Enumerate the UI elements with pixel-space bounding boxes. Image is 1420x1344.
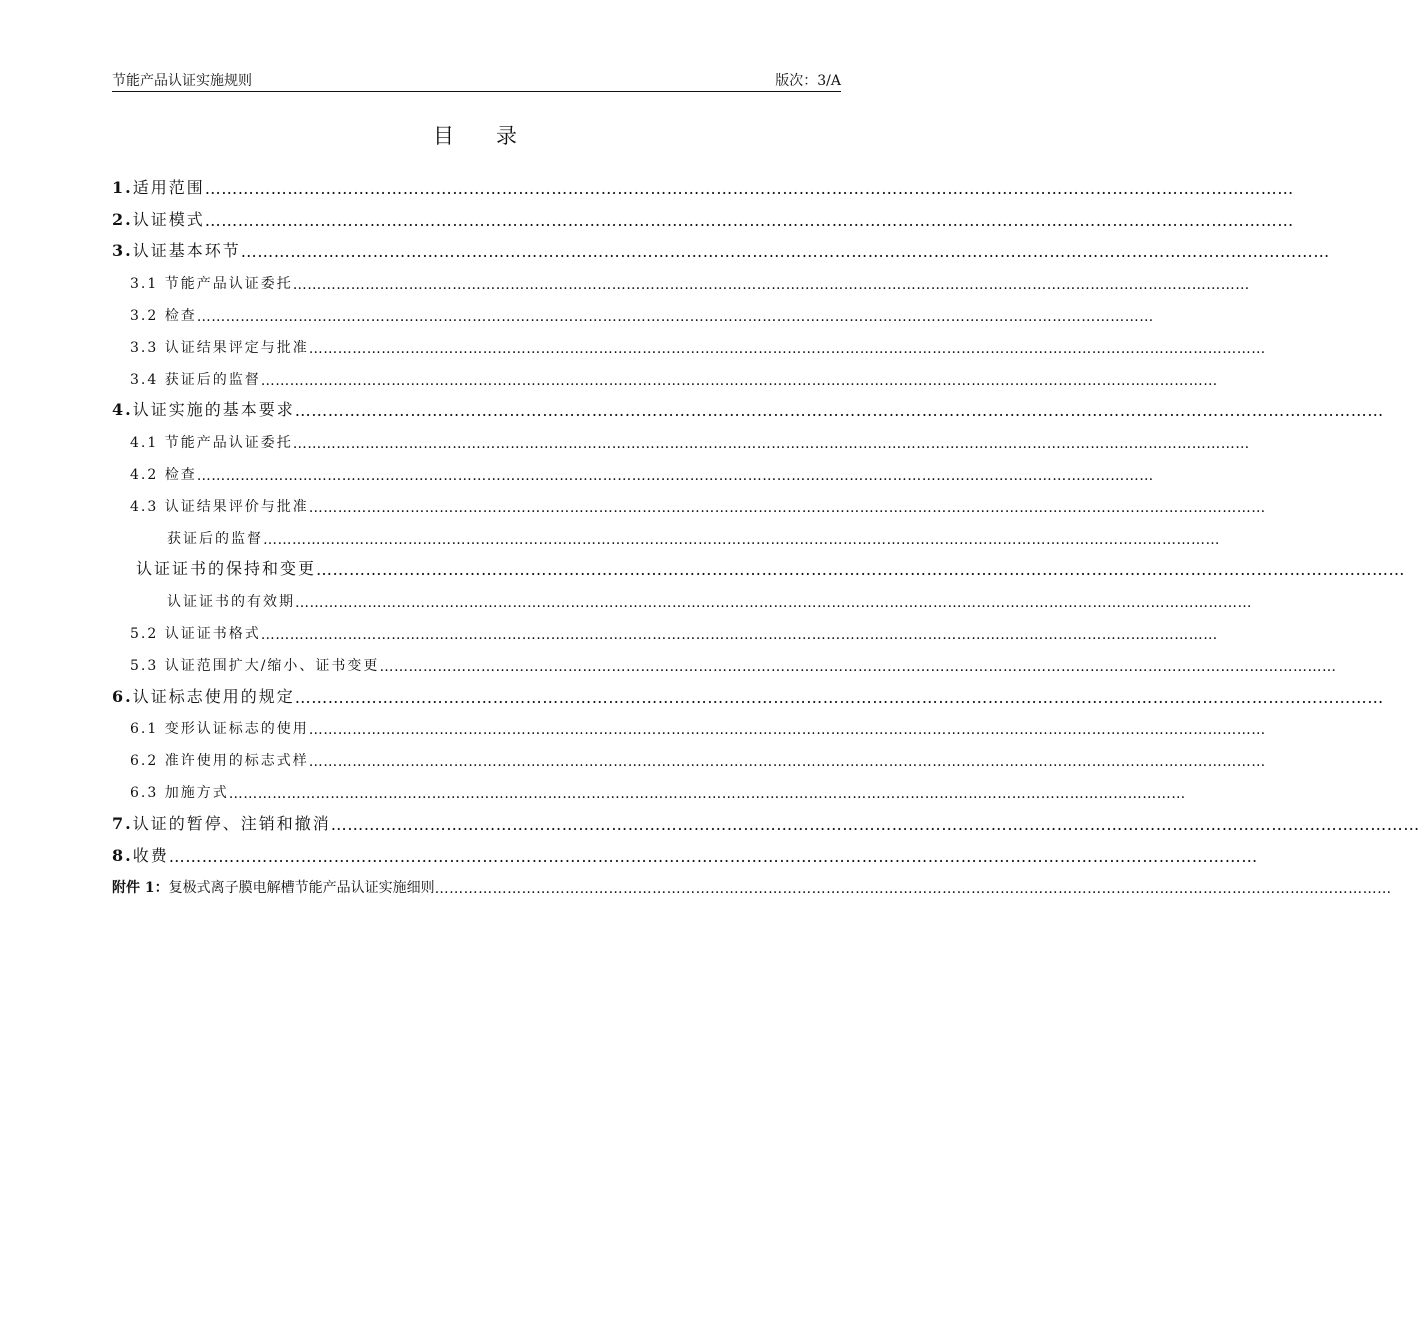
toc-entry-label [130, 496, 309, 516]
dot-leader: ……………………………………………………………………………………………………………………………………………………………………………… [196, 308, 1154, 325]
toc-entry-label [130, 305, 197, 325]
toc-entry[interactable] [112, 834, 1258, 866]
toc-entry[interactable] [112, 261, 1250, 294]
dot-leader: ……………………………………………………………………………………………………………………………………………………………………………… [196, 467, 1154, 484]
dot-leader: ……………………………………………………………………………………………………………………………………………………………………………… [204, 210, 1294, 230]
toc-entry[interactable] [112, 770, 1186, 802]
toc-entry-text: 检查 [164, 466, 197, 483]
dot-leader: ……………………………………………………………………………………………………………………………………………………………………………… [308, 340, 1266, 357]
toc-entry-number: 3.2 [130, 307, 159, 324]
toc-entry-label [130, 273, 293, 293]
dot-leader: ……………………………………………………………………………………………………………………………………………………………………………… [294, 401, 1384, 421]
toc-entry[interactable] [112, 611, 1218, 643]
toc-entry-text: 认证模式 [132, 209, 205, 229]
toc-entry-number: 8. [112, 845, 133, 865]
dot-leader: ……………………………………………………………………………………………………………………………………………………………………………… [204, 178, 1294, 198]
toc-entry-label [130, 432, 293, 452]
dot-leader: ……………………………………………………………………………………………………………………………………………………………………………… [308, 499, 1266, 516]
dot-leader: ……………………………………………………………………………………………………………………………………………………………………………… [260, 626, 1218, 643]
toc-entry-text: 认证实施的基本要求 [132, 400, 295, 420]
toc-entry-label [136, 556, 316, 579]
dot-leader: ……………………………………………………………………………………………………………………………………………………………………………… [308, 754, 1266, 771]
toc-entry-text: 适用范围 [132, 177, 205, 197]
dot-leader: ……………………………………………………………………………………………………………………………………………………………………………… [308, 722, 1266, 739]
toc-entry-number: 4. [112, 400, 133, 420]
toc-entry[interactable] [112, 357, 1218, 389]
dot-leader: ……………………………………………………………………………………………………………………………………………………………………………… [330, 814, 1420, 834]
toc-entry-text: 获证后的监督 [167, 530, 263, 547]
toc-entry-label [112, 397, 295, 420]
dot-leader: ……………………………………………………………………………………………………………………………………………………………………………… [168, 846, 1258, 866]
toc-entry-label [112, 811, 331, 834]
toc-entry[interactable] [112, 230, 1330, 262]
toc-entry-number: 6.2 [130, 753, 159, 770]
toc-entry-text: 复极式离子膜电解槽节能产品认证实施细则 [168, 880, 435, 897]
toc-entry-label [130, 623, 261, 643]
toc-entry-text: 检查 [164, 307, 197, 324]
toc-entry-label [130, 337, 309, 357]
toc-entry-text: 准许使用的标志式样 [164, 753, 309, 770]
header-divider [112, 91, 841, 92]
toc-entry-number: 3.4 [130, 371, 159, 388]
toc-entry-text: 认证证书格式 [164, 625, 261, 642]
toc-entry[interactable] [112, 579, 1252, 612]
dot-leader: ……………………………………………………………………………………………………………………………………………………………………………… [434, 881, 1392, 898]
toc-entry-number: 附件 1： [112, 880, 169, 897]
toc-entry-text: 认证范围扩大/缩小、证书变更 [164, 657, 380, 674]
toc-entry-number: 4.2 [130, 466, 159, 483]
toc-entry-number: 2. [112, 209, 133, 229]
toc-entry-text: 获证后的监督 [164, 371, 261, 388]
toc-entry-label [130, 655, 379, 675]
toc-entry-number: 1. [112, 177, 133, 197]
toc-entry-number: 7. [112, 813, 133, 833]
dot-leader: ……………………………………………………………………………………………………………………………………………………………………………… [379, 658, 1337, 675]
toc-entry[interactable] [112, 802, 1420, 834]
header-document-title: 节能产品认证实施规则 [112, 73, 252, 89]
toc-entry-text: 节能产品认证委托 [164, 276, 293, 293]
toc-entry-label [112, 238, 241, 261]
toc-entry-text: 变形认证标志的使用 [164, 721, 309, 738]
dot-leader: ……………………………………………………………………………………………………………………………………………………………………………… [295, 595, 1252, 612]
table-of-contents [112, 166, 1420, 898]
toc-entry[interactable] [112, 452, 1154, 484]
toc-entry-number: 6.3 [130, 784, 159, 801]
toc-entry-number: 4.1 [130, 435, 159, 452]
dot-leader: ……………………………………………………………………………………………………………………………………………………………………………… [292, 277, 1250, 294]
dot-leader: ……………………………………………………………………………………………………………………………………………………………………………… [260, 372, 1218, 389]
toc-entry[interactable] [112, 198, 1294, 230]
toc-entry-label [112, 175, 205, 198]
toc-entry-text: 认证基本环节 [132, 241, 241, 261]
toc-entry-text: 认证证书的保持和变更 [136, 559, 317, 579]
toc-entry[interactable] [112, 325, 1266, 357]
toc-entry-text: 节能产品认证委托 [164, 435, 293, 452]
toc-entry-text: 认证标志使用的规定 [132, 686, 295, 706]
toc-entry-label [112, 843, 169, 866]
toc-entry-label [130, 718, 309, 738]
toc-entry-label [130, 464, 197, 484]
toc-entry-label [130, 369, 261, 389]
toc-entry[interactable] [112, 420, 1250, 453]
toc-entry-text: 加施方式 [164, 784, 229, 801]
toc-entry[interactable] [112, 866, 1392, 898]
toc-entry-number: 4.3 [130, 498, 159, 515]
toc-entry-number: 6.1 [130, 721, 159, 738]
dot-leader: ……………………………………………………………………………………………………………………………………………………………………………… [263, 531, 1220, 548]
dot-leader: ……………………………………………………………………………………………………………………………………………………………………………… [294, 687, 1384, 707]
toc-entry-text: 认证结果评定与批准 [164, 339, 309, 356]
toc-entry-text: 认证结果评价与批准 [164, 498, 309, 515]
header-version: 版次：3/A [775, 73, 841, 89]
dot-leader: ……………………………………………………………………………………………………………………………………………………………………………… [316, 560, 1406, 580]
toc-entry[interactable] [112, 738, 1266, 771]
toc-entry-label [167, 528, 263, 548]
toc-entry-number: 3.1 [130, 276, 159, 293]
toc-entry-number: 5.2 [130, 625, 159, 642]
toc-entry[interactable] [112, 707, 1266, 739]
toc-entry[interactable] [112, 389, 1384, 421]
toc-entry-label [130, 750, 309, 770]
toc-entry-number: 3. [112, 241, 133, 261]
toc-entry-label [167, 591, 295, 611]
toc-entry[interactable] [112, 516, 1220, 548]
toc-title: 目录 [433, 124, 559, 148]
toc-entry-number: 5.3 [130, 657, 159, 674]
dot-leader: ……………………………………………………………………………………………………………………………………………………………………………… [240, 242, 1330, 262]
dot-leader: ……………………………………………………………………………………………………………………………………………………………………………… [292, 436, 1250, 453]
page-header [112, 72, 841, 91]
toc-entry-text: 收费 [132, 845, 169, 865]
toc-entry[interactable] [112, 166, 1294, 198]
toc-entry[interactable] [112, 548, 1406, 580]
toc-entry[interactable] [112, 293, 1154, 325]
toc-entry-label [130, 782, 229, 802]
dot-leader: ……………………………………………………………………………………………………………………………………………………………………………… [228, 785, 1186, 802]
toc-entry-number: 6. [112, 686, 133, 706]
toc-entry-label [112, 877, 435, 897]
toc-entry-label [112, 207, 205, 230]
toc-entry-text: 认证证书的有效期 [167, 594, 295, 611]
toc-entry[interactable] [112, 675, 1384, 707]
toc-entry[interactable] [112, 484, 1266, 516]
toc-entry-text: 认证的暂停、注销和撤消 [132, 813, 331, 833]
toc-entry-label [112, 684, 295, 707]
toc-entry-number: 3.3 [130, 339, 159, 356]
toc-entry[interactable] [112, 643, 1337, 675]
